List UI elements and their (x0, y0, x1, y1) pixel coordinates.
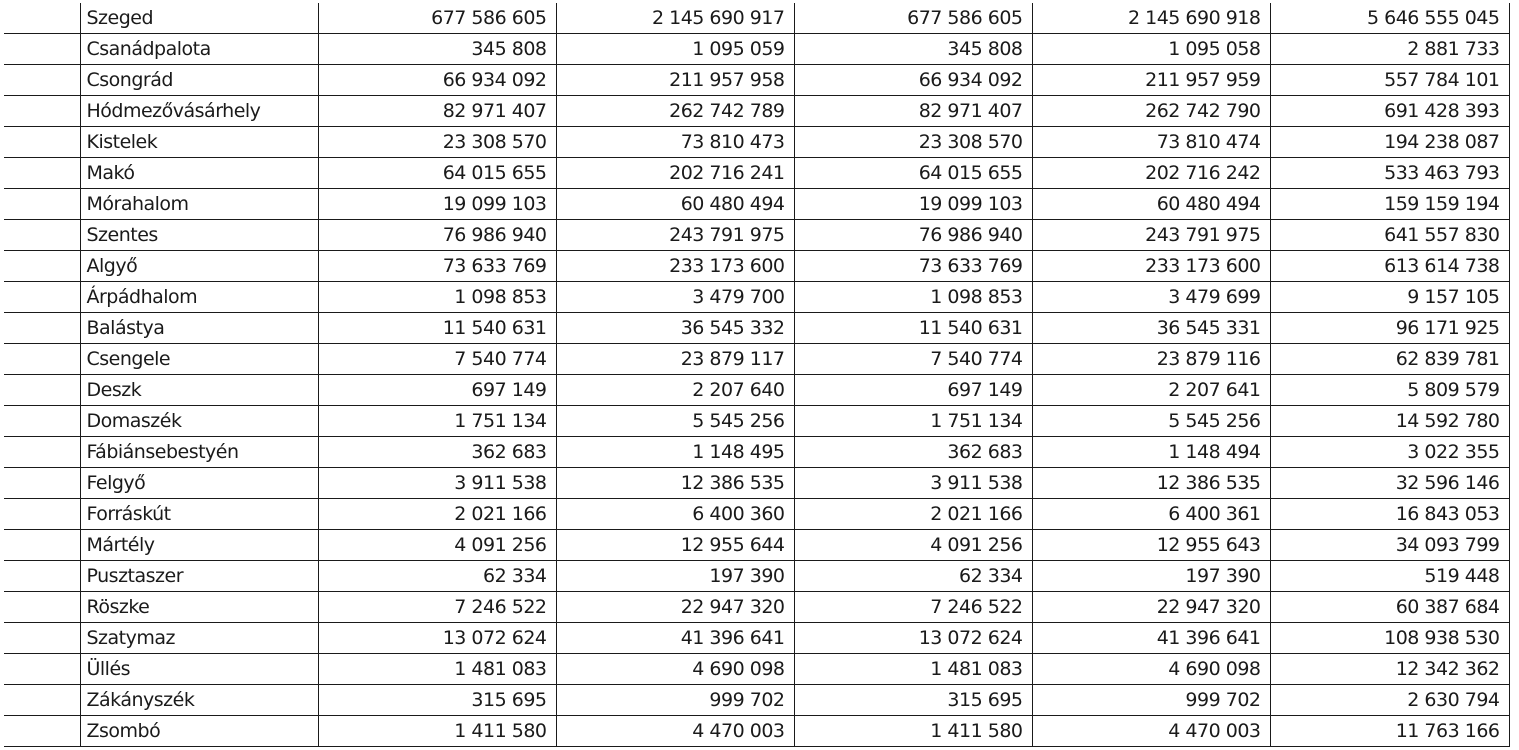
amount-cell-3: 345 808 (794, 34, 1032, 65)
amount-cell-3: 4 091 256 (794, 530, 1032, 561)
amount-cell-total: 34 093 799 (1270, 530, 1509, 561)
amount-cell-3: 2 021 166 (794, 499, 1032, 530)
row-index-cell (4, 189, 80, 220)
municipality-name-cell: Zákányszék (80, 685, 318, 716)
municipality-name-cell: Csanádpalota (80, 34, 318, 65)
amount-cell-1: 697 149 (318, 375, 556, 406)
amount-cell-1: 76 986 940 (318, 220, 556, 251)
amount-cell-2: 60 480 494 (556, 189, 794, 220)
table-row (4, 127, 1509, 158)
table-body (4, 3, 1509, 747)
amount-cell-1: 64 015 655 (318, 158, 556, 189)
amount-cell-2: 999 702 (556, 685, 794, 716)
amount-cell-4: 4 690 098 (1032, 654, 1270, 685)
amount-cell-1: 7 540 774 (318, 344, 556, 375)
amount-cell-1: 2 021 166 (318, 499, 556, 530)
table-row (4, 530, 1509, 561)
amount-cell-2: 23 879 117 (556, 344, 794, 375)
amount-cell-1: 19 099 103 (318, 189, 556, 220)
table-row (4, 468, 1509, 499)
amount-cell-1: 73 633 769 (318, 251, 556, 282)
amount-cell-4: 211 957 959 (1032, 65, 1270, 96)
amount-cell-total: 2 630 794 (1270, 685, 1509, 716)
table-row (4, 158, 1509, 189)
amount-cell-total: 108 938 530 (1270, 623, 1509, 654)
municipality-name-cell: Deszk (80, 375, 318, 406)
amount-cell-4: 2 145 690 918 (1032, 3, 1270, 34)
municipality-name-cell: Szeged (80, 3, 318, 34)
municipality-name-cell: Domaszék (80, 406, 318, 437)
amount-cell-4: 2 207 641 (1032, 375, 1270, 406)
amount-cell-1: 4 091 256 (318, 530, 556, 561)
amount-cell-total: 519 448 (1270, 561, 1509, 592)
amount-cell-total: 11 763 166 (1270, 716, 1509, 747)
municipality-name-cell: Szatymaz (80, 623, 318, 654)
amount-cell-3: 19 099 103 (794, 189, 1032, 220)
table-row (4, 499, 1509, 530)
amount-cell-2: 262 742 789 (556, 96, 794, 127)
municipality-name-cell: Röszke (80, 592, 318, 623)
row-index-cell (4, 158, 80, 189)
amount-cell-total: 557 784 101 (1270, 65, 1509, 96)
amount-cell-2: 2 207 640 (556, 375, 794, 406)
amount-cell-4: 197 390 (1032, 561, 1270, 592)
table-row (4, 344, 1509, 375)
amount-cell-2: 1 095 059 (556, 34, 794, 65)
municipality-name-cell: Kistelek (80, 127, 318, 158)
amount-cell-3: 11 540 631 (794, 313, 1032, 344)
row-index-cell (4, 220, 80, 251)
amount-cell-total: 62 839 781 (1270, 344, 1509, 375)
amount-cell-3: 315 695 (794, 685, 1032, 716)
amount-cell-2: 12 955 644 (556, 530, 794, 561)
row-index-cell (4, 499, 80, 530)
row-index-cell (4, 375, 80, 406)
amount-cell-4: 60 480 494 (1032, 189, 1270, 220)
row-index-cell (4, 437, 80, 468)
amount-cell-3: 73 633 769 (794, 251, 1032, 282)
amount-cell-total: 641 557 830 (1270, 220, 1509, 251)
amount-cell-1: 7 246 522 (318, 592, 556, 623)
amount-cell-4: 999 702 (1032, 685, 1270, 716)
amount-cell-3: 66 934 092 (794, 65, 1032, 96)
amount-cell-4: 12 955 643 (1032, 530, 1270, 561)
amount-cell-1: 1 481 083 (318, 654, 556, 685)
row-index-cell (4, 127, 80, 158)
municipality-name-cell: Árpádhalom (80, 282, 318, 313)
amount-cell-2: 5 545 256 (556, 406, 794, 437)
amount-cell-total: 5 646 555 045 (1270, 3, 1509, 34)
amount-cell-1: 677 586 605 (318, 3, 556, 34)
amount-cell-total: 60 387 684 (1270, 592, 1509, 623)
table-row (4, 3, 1509, 34)
amount-cell-total: 9 157 105 (1270, 282, 1509, 313)
row-index-cell (4, 34, 80, 65)
row-index-cell (4, 561, 80, 592)
amount-cell-total: 533 463 793 (1270, 158, 1509, 189)
amount-cell-total: 16 843 053 (1270, 499, 1509, 530)
row-index-cell (4, 530, 80, 561)
amount-cell-2: 6 400 360 (556, 499, 794, 530)
table-row (4, 313, 1509, 344)
row-index-cell (4, 251, 80, 282)
table-row (4, 685, 1509, 716)
municipality-name-cell: Szentes (80, 220, 318, 251)
table-row (4, 220, 1509, 251)
amount-cell-1: 315 695 (318, 685, 556, 716)
amount-cell-1: 1 751 134 (318, 406, 556, 437)
amount-cell-2: 211 957 958 (556, 65, 794, 96)
table-row (4, 282, 1509, 313)
amount-cell-total: 159 159 194 (1270, 189, 1509, 220)
municipality-name-cell: Felgyő (80, 468, 318, 499)
amount-cell-3: 7 246 522 (794, 592, 1032, 623)
amount-cell-3: 362 683 (794, 437, 1032, 468)
amount-cell-3: 1 751 134 (794, 406, 1032, 437)
table-row (4, 375, 1509, 406)
municipality-name-cell: Forráskút (80, 499, 318, 530)
amount-cell-3: 677 586 605 (794, 3, 1032, 34)
amount-cell-2: 73 810 473 (556, 127, 794, 158)
amount-cell-2: 202 716 241 (556, 158, 794, 189)
row-index-cell (4, 96, 80, 127)
municipality-name-cell: Üllés (80, 654, 318, 685)
amount-cell-3: 1 411 580 (794, 716, 1032, 747)
amount-cell-1: 345 808 (318, 34, 556, 65)
row-index-cell (4, 716, 80, 747)
amount-cell-total: 12 342 362 (1270, 654, 1509, 685)
amount-cell-3: 7 540 774 (794, 344, 1032, 375)
amount-cell-3: 64 015 655 (794, 158, 1032, 189)
municipality-name-cell: Algyő (80, 251, 318, 282)
row-index-cell (4, 468, 80, 499)
amount-cell-4: 1 148 494 (1032, 437, 1270, 468)
amount-cell-3: 13 072 624 (794, 623, 1032, 654)
row-index-cell (4, 313, 80, 344)
amount-cell-2: 41 396 641 (556, 623, 794, 654)
row-index-cell (4, 623, 80, 654)
amount-cell-1: 1 411 580 (318, 716, 556, 747)
amount-cell-2: 2 145 690 917 (556, 3, 794, 34)
municipality-name-cell: Mártély (80, 530, 318, 561)
amount-cell-total: 194 238 087 (1270, 127, 1509, 158)
amount-cell-total: 14 592 780 (1270, 406, 1509, 437)
amount-cell-4: 3 479 699 (1032, 282, 1270, 313)
municipality-name-cell: Zsombó (80, 716, 318, 747)
amount-cell-4: 243 791 975 (1032, 220, 1270, 251)
row-index-cell (4, 592, 80, 623)
municipality-name-cell: Makó (80, 158, 318, 189)
amount-cell-total: 691 428 393 (1270, 96, 1509, 127)
amount-cell-3: 76 986 940 (794, 220, 1032, 251)
amount-cell-3: 1 098 853 (794, 282, 1032, 313)
amount-cell-2: 36 545 332 (556, 313, 794, 344)
amount-cell-4: 12 386 535 (1032, 468, 1270, 499)
row-index-cell (4, 3, 80, 34)
amount-cell-3: 82 971 407 (794, 96, 1032, 127)
table-row (4, 716, 1509, 747)
amount-cell-4: 6 400 361 (1032, 499, 1270, 530)
amount-cell-4: 202 716 242 (1032, 158, 1270, 189)
amount-cell-4: 1 095 058 (1032, 34, 1270, 65)
amount-cell-3: 3 911 538 (794, 468, 1032, 499)
amount-cell-2: 197 390 (556, 561, 794, 592)
amount-cell-2: 233 173 600 (556, 251, 794, 282)
table-row (4, 623, 1509, 654)
amount-cell-1: 82 971 407 (318, 96, 556, 127)
amount-cell-total: 96 171 925 (1270, 313, 1509, 344)
table-row (4, 406, 1509, 437)
municipality-name-cell: Pusztaszer (80, 561, 318, 592)
amount-cell-total: 32 596 146 (1270, 468, 1509, 499)
amount-cell-1: 66 934 092 (318, 65, 556, 96)
amount-cell-3: 23 308 570 (794, 127, 1032, 158)
row-index-cell (4, 406, 80, 437)
row-index-cell (4, 65, 80, 96)
municipality-name-cell: Mórahalom (80, 189, 318, 220)
amount-cell-1: 23 308 570 (318, 127, 556, 158)
amount-cell-total: 3 022 355 (1270, 437, 1509, 468)
amount-cell-2: 22 947 320 (556, 592, 794, 623)
table-row (4, 592, 1509, 623)
amount-cell-1: 362 683 (318, 437, 556, 468)
table-row (4, 251, 1509, 282)
table-row (4, 189, 1509, 220)
municipality-budget-table (4, 3, 1510, 747)
table-row (4, 654, 1509, 685)
amount-cell-4: 41 396 641 (1032, 623, 1270, 654)
amount-cell-1: 3 911 538 (318, 468, 556, 499)
table-row (4, 96, 1509, 127)
amount-cell-4: 5 545 256 (1032, 406, 1270, 437)
amount-cell-2: 12 386 535 (556, 468, 794, 499)
table-row (4, 561, 1509, 592)
row-index-cell (4, 654, 80, 685)
amount-cell-4: 36 545 331 (1032, 313, 1270, 344)
municipality-name-cell: Fábiánsebestyén (80, 437, 318, 468)
table-row (4, 65, 1509, 96)
amount-cell-total: 5 809 579 (1270, 375, 1509, 406)
municipality-name-cell: Csongrád (80, 65, 318, 96)
amount-cell-total: 613 614 738 (1270, 251, 1509, 282)
amount-cell-3: 697 149 (794, 375, 1032, 406)
amount-cell-4: 73 810 474 (1032, 127, 1270, 158)
municipality-name-cell: Csengele (80, 344, 318, 375)
amount-cell-1: 1 098 853 (318, 282, 556, 313)
municipality-name-cell: Hódmezővásárhely (80, 96, 318, 127)
amount-cell-4: 262 742 790 (1032, 96, 1270, 127)
amount-cell-1: 13 072 624 (318, 623, 556, 654)
amount-cell-1: 11 540 631 (318, 313, 556, 344)
row-index-cell (4, 685, 80, 716)
amount-cell-4: 22 947 320 (1032, 592, 1270, 623)
row-index-cell (4, 344, 80, 375)
amount-cell-4: 23 879 116 (1032, 344, 1270, 375)
amount-cell-2: 4 470 003 (556, 716, 794, 747)
municipality-name-cell: Balástya (80, 313, 318, 344)
amount-cell-2: 243 791 975 (556, 220, 794, 251)
amount-cell-3: 1 481 083 (794, 654, 1032, 685)
table-row (4, 34, 1509, 65)
amount-cell-2: 3 479 700 (556, 282, 794, 313)
table-row (4, 437, 1509, 468)
amount-cell-3: 62 334 (794, 561, 1032, 592)
amount-cell-4: 233 173 600 (1032, 251, 1270, 282)
amount-cell-1: 62 334 (318, 561, 556, 592)
amount-cell-4: 4 470 003 (1032, 716, 1270, 747)
row-index-cell (4, 282, 80, 313)
amount-cell-2: 4 690 098 (556, 654, 794, 685)
amount-cell-2: 1 148 495 (556, 437, 794, 468)
amount-cell-total: 2 881 733 (1270, 34, 1509, 65)
